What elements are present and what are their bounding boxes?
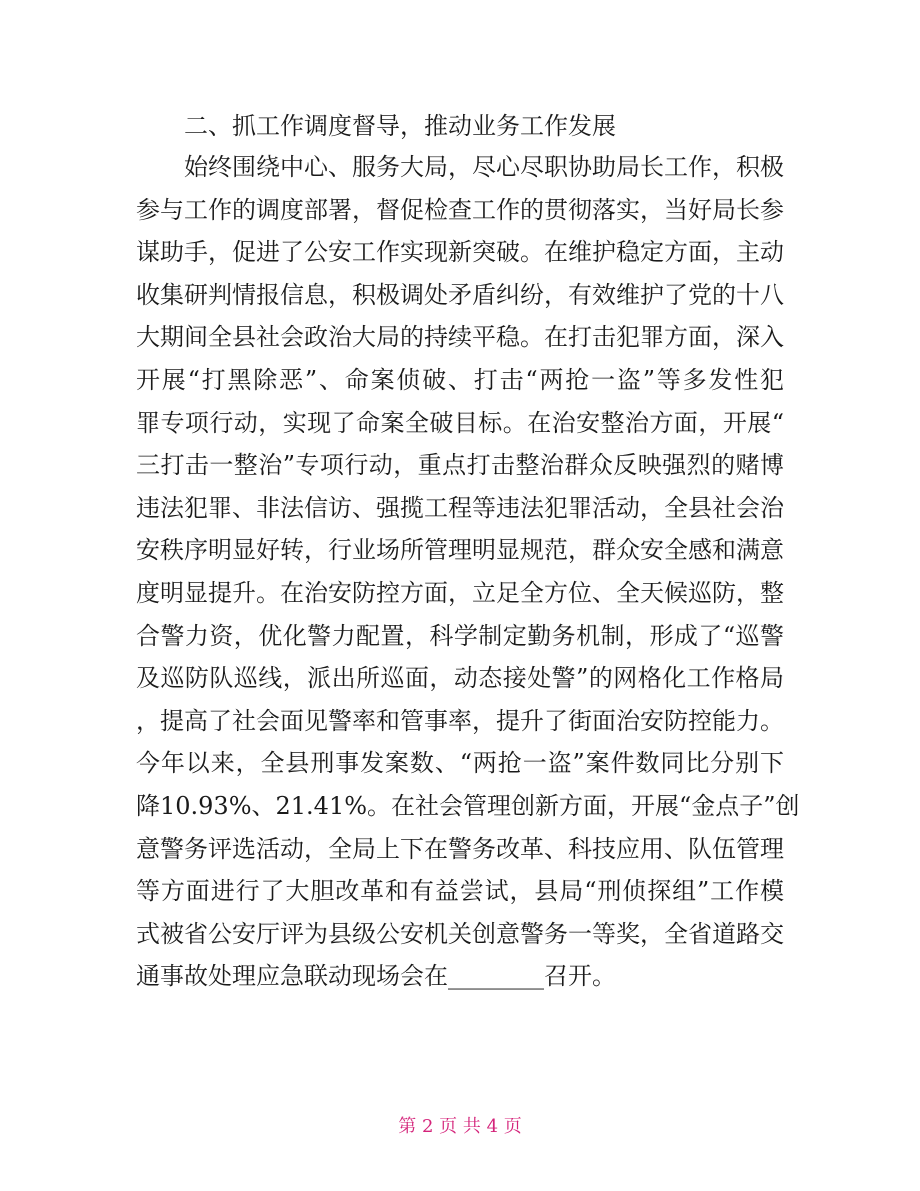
document-body: [136, 106, 800, 998]
paragraph-line: 谋助手，促进了公安工作实现新突破。在维护稳定方面，主动: [136, 238, 784, 267]
paragraph-line: 度明显提升。在治安防控方面，立足全方位、全天候巡防，整: [136, 578, 784, 607]
section-heading: 二、抓工作调度督导，推动业务工作发展: [184, 112, 616, 140]
paragraph-line: 大期间全县社会政治大局的持续平稳。在打击犯罪方面，深入: [136, 323, 784, 352]
paragraph-line: ，提高了社会面见警率和管事率，提升了街面治安防控能力。: [136, 706, 784, 735]
paragraph-line: 降10.93%、21.41%。在社会管理创新方面，开展“金点子”创: [136, 791, 800, 820]
paragraph-line: 罪专项行动，实现了命案全破目标。在治安整治方面，开展“: [136, 408, 784, 437]
paragraph-line: 合警力资，优化警力配置，科学制定勤务机制，形成了“巡警: [136, 621, 784, 650]
paragraph-line: 收集研判情报信息，积极调处矛盾纠纷，有效维护了党的十八: [136, 280, 784, 309]
paragraph-line: 三打击一整治”专项行动，重点打击整治群众反映强烈的赌博: [136, 451, 784, 480]
page-number-footer: 第 2 页 共 4 页: [398, 1116, 522, 1137]
paragraph: [136, 146, 800, 998]
paragraph-line: 参与工作的调度部署，督促检查工作的贯彻落实，当好局长参: [136, 195, 784, 224]
paragraph-line: 意警务评选活动，全局上下在警务改革、科技应用、队伍管理: [136, 834, 784, 863]
paragraph-line: 开展“打黑除恶”、命案侦破、打击“两抢一盗”等多发性犯: [136, 365, 784, 394]
paragraph-line: 违法犯罪、非法信访、强揽工程等违法犯罪活动，全县社会治: [136, 493, 784, 522]
paragraph-line: 通事故处理应急联动现场会在________召开。: [136, 962, 616, 991]
paragraph-line: 今年以来，全县刑事发案数、“两抢一盗”案件数同比分别下: [136, 749, 784, 778]
paragraph-line: 始终围绕中心、服务大局，尽心尽职协助局长工作，积极: [184, 153, 784, 181]
paragraph-line: 安秩序明显好转，行业场所管理明显规范，群众安全感和满意: [136, 536, 784, 565]
paragraph-line: 等方面进行了大胆改革和有益尝试，县局“刑侦探组”工作模: [136, 877, 784, 906]
paragraph-line: 及巡防队巡线，派出所巡面，动态接处警”的网格化工作格局: [136, 664, 784, 693]
paragraph-line: 式被省公安厅评为县级公安机关创意警务一等奖，全省道路交: [136, 919, 784, 948]
